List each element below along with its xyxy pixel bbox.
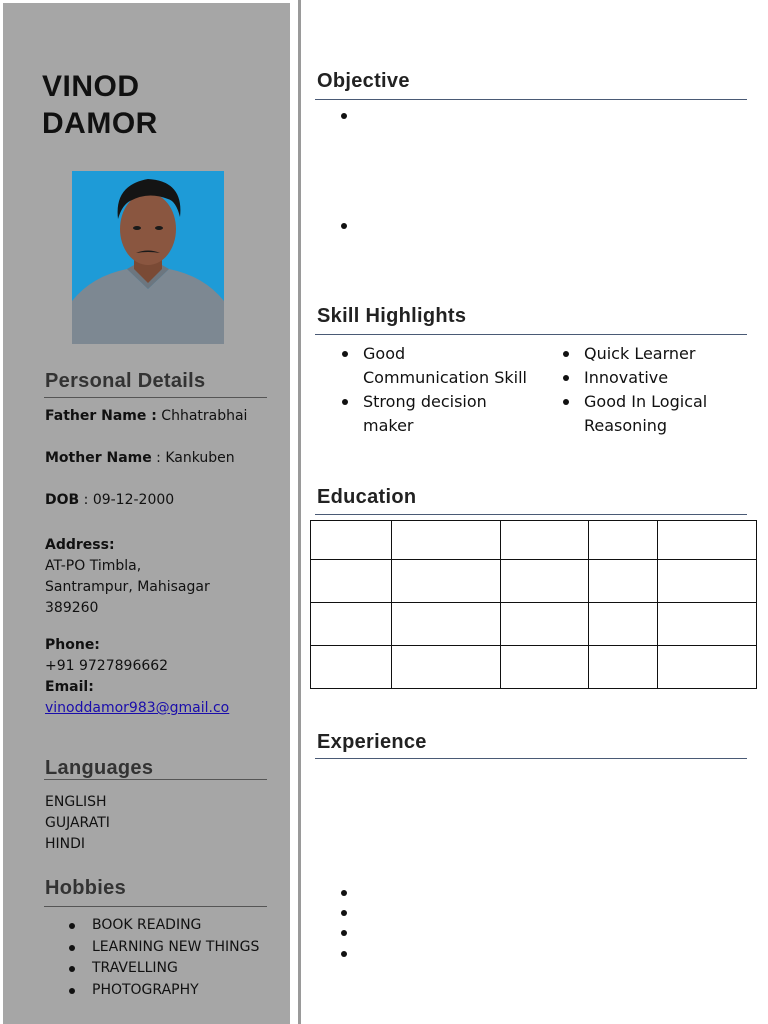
skills-rule — [315, 334, 747, 335]
hobby-item: LEARNING NEW THINGS — [45, 937, 259, 959]
table-cell — [311, 560, 392, 603]
table-cell — [311, 603, 392, 646]
table-cell — [589, 560, 658, 603]
objective-bullet — [341, 223, 347, 229]
mother-name: Mother Name : Kankuben — [45, 450, 235, 466]
language-item: GUJARATI — [45, 815, 110, 831]
phone-number: +91 9727896662 — [45, 658, 169, 674]
hobby-item: PHOTOGRAPHY — [45, 980, 259, 1002]
table-cell — [311, 646, 392, 689]
candidate-name: VINOD DAMOR — [42, 70, 158, 140]
skills-list-left — [339, 342, 529, 438]
skill-item: Quick Learner — [560, 342, 750, 366]
table-cell — [658, 560, 757, 603]
hobbies-heading: Hobbies — [45, 877, 126, 899]
table-cell — [658, 521, 757, 560]
hobby-item: TRAVELLING — [45, 958, 259, 980]
experience-bullet — [341, 910, 347, 916]
personal-details-heading: Personal Details — [45, 370, 206, 392]
languages-rule — [44, 779, 267, 780]
objective-rule — [315, 99, 747, 100]
sidebar — [0, 0, 294, 1024]
table-cell — [392, 603, 501, 646]
table-cell — [589, 521, 658, 560]
experience-bullet — [341, 951, 347, 957]
skill-item: Innovative — [560, 366, 750, 390]
skills-list-right — [560, 342, 750, 438]
education-table — [310, 520, 757, 689]
table-row — [311, 560, 757, 603]
hobby-item: BOOK READING — [45, 915, 259, 937]
sidebar-divider — [298, 0, 301, 1024]
skills-heading: Skill Highlights — [317, 305, 467, 327]
table-cell — [501, 521, 589, 560]
table-cell — [392, 560, 501, 603]
contact: Phone: +91 9727896662 Email: vinoddamor983@gmail.co — [45, 637, 230, 716]
languages-list — [45, 792, 110, 855]
education-rule — [315, 514, 747, 515]
table-cell — [311, 521, 392, 560]
experience-heading: Experience — [317, 731, 427, 753]
email-link[interactable]: vinoddamor983@gmail.co — [45, 700, 230, 716]
skill-item: Good Communication Skill — [339, 342, 529, 390]
objective-bullet — [341, 113, 347, 119]
experience-bullet — [341, 890, 347, 896]
experience-bullet — [341, 930, 347, 936]
address: Address: AT-PO Timbla, Santrampur, Mahisagar 389260 — [45, 537, 210, 616]
education-heading: Education — [317, 486, 417, 508]
skill-item: Strong decision maker — [339, 390, 529, 438]
languages-heading: Languages — [45, 757, 154, 779]
hobbies-list — [45, 915, 259, 1001]
table-cell — [501, 560, 589, 603]
language-item: HINDI — [45, 836, 86, 852]
table-cell — [658, 603, 757, 646]
experience-rule — [315, 758, 747, 759]
table-cell — [589, 646, 658, 689]
personal-details-rule — [44, 397, 267, 398]
table-row — [311, 603, 757, 646]
objective-heading: Objective — [317, 70, 410, 92]
table-cell — [392, 646, 501, 689]
father-name: Father Name : Chhatrabhai — [45, 408, 248, 424]
table-cell — [501, 646, 589, 689]
profile-photo — [72, 171, 224, 344]
hobbies-rule — [44, 906, 267, 907]
language-item: ENGLISH — [45, 794, 107, 810]
table-row — [311, 646, 757, 689]
skill-item: Good In Logical Reasoning — [560, 390, 750, 438]
table-cell — [392, 521, 501, 560]
dob: DOB : 09-12-2000 — [45, 492, 175, 508]
table-cell — [501, 603, 589, 646]
table-row — [311, 521, 757, 560]
table-cell — [658, 646, 757, 689]
table-cell — [589, 603, 658, 646]
